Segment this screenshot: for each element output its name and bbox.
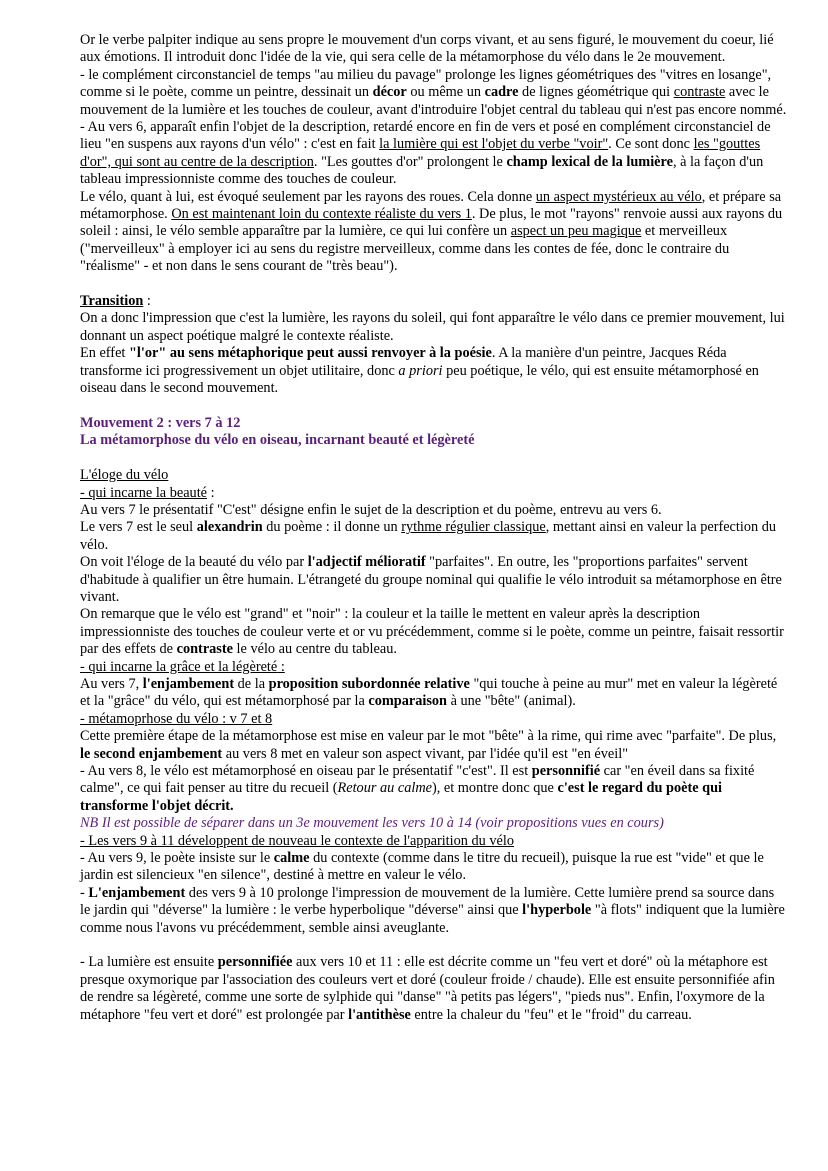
transition-paragraph-1 bbox=[80, 310, 788, 345]
text: . "Les gouttes d'or" prolongent le bbox=[313, 153, 507, 170]
bold-text: cadre bbox=[484, 84, 519, 101]
bold-text: l'hyperbole bbox=[522, 902, 592, 919]
bold-text: contraste bbox=[176, 641, 233, 658]
bold-text: l'antithèse bbox=[348, 1006, 411, 1023]
text: "à flots" indiquent que la lumière comme nous l'avons vu précédemment, semble ainsi aveuglante. bbox=[80, 902, 785, 936]
text: - Au vers 6, apparaît enfin l'objet de la description, retardé encore en fin de vers et posé en complément circonstanciel de lieu "en suspens aux rayons d'un vélo" : c'est en fait bbox=[80, 119, 771, 153]
text: ou même un bbox=[406, 84, 485, 101]
nb-note: NB Il est possible de séparer dans un 3e mouvement les vers 10 à 14 (voir propositions vues en cours) bbox=[80, 815, 664, 832]
section-title: Mouvement 2 : vers 7 à 12 bbox=[80, 414, 241, 431]
underlined-text: : bbox=[277, 658, 285, 675]
text: avec le mouvement de la lumière et les touches de couleur, avant d'introduire l'objet central du tableau qui n'est pas encore nommé. bbox=[80, 84, 787, 118]
bold-text: L'enjambement bbox=[88, 884, 186, 901]
vers9-line-2 bbox=[80, 885, 788, 937]
eloge-line-6 bbox=[80, 728, 788, 763]
underlined-text: On est maintenant loin du contexte réaliste du vers 1 bbox=[171, 206, 472, 223]
eloge-line-5 bbox=[80, 676, 788, 711]
text: , à la façon d'un tableau impressionniste comme des touches de couleur. bbox=[80, 153, 764, 188]
bold-text: c'est le regard du poète qui transforme l'objet décrit. bbox=[80, 780, 723, 814]
paragraph-velo-rayons bbox=[80, 189, 788, 276]
text: le vélo au centre du tableau. bbox=[232, 641, 397, 658]
eloge-subheading-grace bbox=[80, 659, 788, 676]
eloge-line-2 bbox=[80, 519, 788, 554]
text: "qui touche à peine au mur" met en valeur la légèreté et la "grâce" du vélo, qui est métamorphosé par la bbox=[80, 675, 778, 710]
underlined-text: les "gouttes d'or", qui sont au centre de la description bbox=[80, 136, 761, 170]
eloge-subheading-metamorphose: - métamoprhose du vélo : v 7 et 8 bbox=[80, 710, 273, 727]
bold-text: le second enjambement bbox=[80, 745, 223, 762]
text: de la bbox=[234, 675, 269, 692]
bold-text: personnifié bbox=[531, 763, 601, 780]
bold-text: proposition subordonnée relative bbox=[268, 675, 470, 692]
text: ), et montre donc que bbox=[432, 780, 558, 797]
text: aux vers 10 et 11 : elle est décrite comme un "feu vert et doré" où la métaphore est presque oxymorique par l'association des couleurs vert et doré (couleur froide / chaude). Elle est ensuite personnifiée afin de rendre sa légèreté, comme une sorte de sylphide qui "danse" "à petits pas légers", "pieds nus". Enfin, l'oxymore de la métaphore "feu vert et doré" est prolongée par bbox=[80, 954, 775, 1023]
bold-text: l'adjectif mélioratif bbox=[307, 554, 426, 571]
text: - La lumière est ensuite bbox=[80, 954, 218, 971]
text: . De plus, le mot "rayons" renvoie aussi aux rayons du soleil : ainsi, le vélo semble apparaître par la lumière, ce qui lui confère un bbox=[80, 206, 783, 240]
text: et merveilleux ("merveilleux" à employer ici au sens du registre merveilleux, comme dans les contes de fée, donc le contraire du "réalisme" - et non dans le sens courant de "très beau"). bbox=[80, 223, 730, 275]
text: "parfaites". En outre, les "proportions parfaites" servent d'habitude à qualifier un être humain. L'étrangeté du groupe nominal qui qualifie le vélo introduit sa métamorphose en être vivant. bbox=[80, 554, 782, 605]
paragraph-pavage bbox=[80, 67, 788, 119]
bold-text: calme bbox=[273, 850, 310, 867]
text: - bbox=[80, 884, 89, 901]
heading-text: Transition bbox=[80, 293, 144, 310]
eloge-line-3 bbox=[80, 554, 788, 606]
bold-text: "l'or" au sens métaphorique peut aussi renvoyer à la poésie bbox=[128, 345, 492, 362]
underlined-text: aspect un peu magique bbox=[510, 223, 642, 240]
text: Or le verbe palpiter indique au sens propre le mouvement d'un corps vivant, et au sens figuré, le mouvement du coeur, lié aux émotions. Il introduit donc l'idée de la vie, qui sera celle de la métamorphose du vélo dans le 2e mouvement. bbox=[80, 32, 774, 66]
text: On voit l'éloge de la beauté du vélo par bbox=[80, 554, 308, 571]
text: . Ce sont donc bbox=[608, 136, 694, 153]
bold-text: personnifiée bbox=[217, 954, 293, 971]
vers9-line-3 bbox=[80, 954, 788, 1024]
transition-paragraph-2 bbox=[80, 345, 788, 397]
text: peu poétique, le vélo, qui est ensuite métamorphosé en oiseau dans le second mouvement. bbox=[80, 362, 759, 397]
bold-text: alexandrin bbox=[196, 519, 263, 536]
text: car "en éveil dans sa fixité calme", ce qui fait penser au titre du recueil ( bbox=[80, 763, 755, 797]
underlined-text: un aspect mystérieux au vélo bbox=[535, 188, 702, 205]
text: , et prépare sa métamorphose. bbox=[80, 188, 782, 223]
text: - Au vers 9, le poète insiste sur le bbox=[80, 850, 274, 867]
vers9-heading: - Les vers 9 à 11 développent de nouveau le contexte de l'apparition du vélo bbox=[80, 832, 514, 849]
underlined-text: contraste bbox=[673, 84, 726, 101]
text: . A la manière d'un peintre, Jacques Réda transforme ici progressivement un objet utilitaire, donc bbox=[80, 345, 727, 379]
eloge-line-4 bbox=[80, 606, 788, 658]
underlined-text: - qui incarne la beauté bbox=[80, 484, 208, 501]
underlined-text: rythme régulier classique bbox=[401, 519, 546, 536]
italic-text: a priori bbox=[398, 362, 443, 379]
bold-text: comparaison bbox=[368, 693, 448, 710]
text: entre la chaleur du "feu" et le "froid" du carreau. bbox=[410, 1006, 692, 1023]
transition-heading bbox=[80, 293, 788, 310]
eloge-line-1: Au vers 7 le présentatif "C'est" désigne enfin le sujet de la description et du poème, entrevu au vers 6. bbox=[80, 501, 662, 518]
text: du contexte (comme dans le titre du recueil), puisque la rue est "vide" et que le jardin est silencieux "en silence", destiné à mettre en valeur le vélo. bbox=[80, 850, 764, 884]
text: : bbox=[207, 484, 215, 501]
text: , mettant ainsi en valeur la perfection du vélo. bbox=[80, 519, 777, 553]
text: de lignes géométrique qui bbox=[518, 84, 674, 101]
vers9-line-1 bbox=[80, 850, 788, 885]
bold-text: décor bbox=[372, 84, 407, 101]
bold-text: champ lexical de la lumière bbox=[506, 153, 673, 170]
text: au vers 8 met en valeur son aspect vivant, par l'idée qu'il est "en éveil" bbox=[222, 745, 629, 762]
text: On a donc l'impression que c'est la lumière, les rayons du soleil, qui font apparaître le vélo dans ce premier mouvement, lui donnant un aspect poétique malgré le contexte réaliste. bbox=[80, 310, 785, 344]
text: du poème : il donne un bbox=[262, 519, 402, 536]
eloge-heading: L'éloge du vélo bbox=[80, 467, 169, 484]
section-subtitle: La métamorphose du vélo en oiseau, incarnant beauté et légèreté bbox=[80, 432, 475, 449]
underlined-text: - qui incarne la grâce et la légèreté bbox=[80, 658, 278, 675]
text: Le vélo, quant à lui, est évoqué seulement par les rayons des roues. Cela donne bbox=[80, 188, 536, 205]
text: : bbox=[143, 293, 151, 310]
text: Au vers 7, bbox=[80, 675, 143, 692]
italic-text: Retour au calme bbox=[337, 780, 432, 797]
underlined-text: la lumière qui est l'objet du verbe "voir" bbox=[379, 136, 609, 153]
paragraph-vers-6 bbox=[80, 119, 788, 189]
text: - Au vers 8, le vélo est métamorphosé en oiseau par le présentatif "c'est". Il est bbox=[80, 763, 532, 780]
text: à une "bête" (animal). bbox=[447, 693, 576, 710]
text: Le vers 7 est le seul bbox=[80, 519, 197, 536]
eloge-line-7 bbox=[80, 763, 788, 815]
bold-text: l'enjambement bbox=[142, 675, 235, 692]
text: des vers 9 à 10 prolonge l'impression de mouvement de la lumière. Cette lumière prend sa source dans le jardin qui "déverse" la lumière : le verbe hyperbolique "déverse" ainsi que bbox=[80, 884, 775, 919]
paragraph-palpiter bbox=[80, 32, 788, 67]
text: Cette première étape de la métamorphose est mise en valeur par le mot "bête" à la rime, qui rime avec "parfaite". De plus, bbox=[80, 728, 777, 745]
eloge-subheading-beaute bbox=[80, 485, 788, 502]
text: En effet bbox=[80, 345, 129, 362]
text: On remarque que le vélo est "grand" et "noir" : la couleur et la taille le mettent en valeur après la description impressionniste des touches de couleur verte et or vu précédemment, comme si le poète, comme un peintre, faisait ressortir par des effets de bbox=[80, 606, 784, 658]
text: - le complément circonstanciel de temps "au milieu du pavage" prolonge les lignes géométriques des "vitres en losange", comme si le poète, comme un peintre, dessinait un bbox=[80, 66, 772, 101]
